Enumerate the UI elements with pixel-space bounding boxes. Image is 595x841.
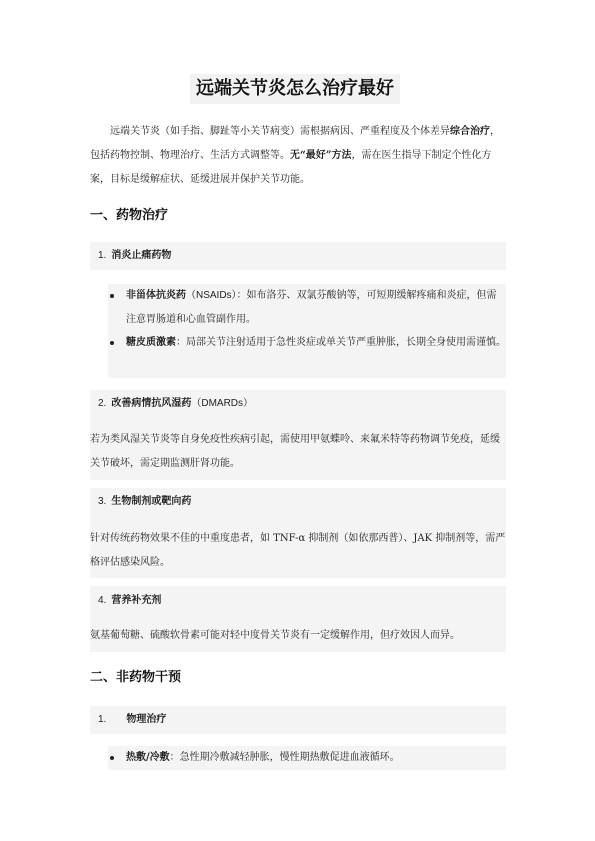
bullet-list-box [108,284,506,378]
list-number: 2. [98,398,107,409]
list-number: 1. [98,250,107,261]
list-number: 1. [98,714,107,725]
subheading-supplements [98,593,161,609]
list-item [108,284,506,332]
bullet-icon [110,756,114,760]
bullet-text: ：急性期冷敷减轻肿胀，慢性期热敷促进血液循环。 [169,752,400,763]
intro-text-2: ，包括药物控制、物理治疗、生活方式调整等。 [90,126,500,161]
bullet-bold: 非甾体抗炎药 [126,290,186,301]
subheading-label: 消炎止痛药物 [111,250,172,261]
subheading-label: 物理治疗 [126,714,167,725]
intro-text-3: ，需在医生指导下制定个性化方案，目标是缓解症状、延缓进展并保护关节功能。 [90,150,492,185]
subheading-label: 生物制剂或靶向药 [111,496,192,507]
bullet-bold: 热敷/冷敷 [126,752,170,763]
list-item [108,746,506,770]
section-heading-non-drug: 二、非药物干预 [90,670,182,685]
subheading-anti-inflammatory [98,248,171,264]
bullet-icon [110,294,114,298]
biologics-paragraph: 针对传统药物效果不佳的中重度患者，如 TNF-α 抑制剂（如依那西普）、JAK 抑制剂等，需严格评估感染风险。 [90,533,506,568]
document-title: 远端关节炎怎么治疗最好 [190,74,400,104]
bullet-text: ：局部关节注射适用于急性炎症或单关节严重肿胀，长期全身使用需谨慎。 [176,337,506,348]
bullet-list-box [108,746,506,770]
dmards-paragraph: 若为类风湿关节炎等自身免疫性疾病引起，需使用甲氨蝶呤、来氟米特等药物调节免疫，延缓关节破坏，需定期监测肝肾功能。 [90,434,500,469]
bullet-text: ：如布洛芬、双氯芬酸钠等，可短期缓解疼痛和炎症，但需注意胃肠道和心血管副作用。 [126,290,497,325]
subheading-dmards [98,396,253,412]
intro-text-1: 远端关节炎（如手指、脚趾等小关节病变）需根据病因、严重程度及个体差异 [110,126,450,137]
intro-bold-1: 综合治疗 [450,126,490,137]
subheading-label: 营养补充剂 [111,595,162,606]
subheading-label: 改善病情抗风湿药 [111,398,192,409]
bullet-icon [110,341,114,345]
bullet-bold: 糖皮质激素 [126,337,176,348]
subheading-biologics [98,494,191,510]
intro-bold-2: 无“最好”方法 [290,150,352,161]
list-number: 4. [98,595,107,606]
list-number: 3. [98,496,107,507]
intro-paragraph [90,120,506,192]
section-heading-drug-therapy: 一、药物治疗 [90,208,169,223]
subheading-abbr: （DMARDs） [191,398,254,409]
list-item [108,331,506,355]
supplements-paragraph: 氨基葡萄糖、硫酸软骨素可能对轻中度骨关节炎有一定缓解作用，但疗效因人而异。 [90,630,460,641]
subheading-physical-therapy [98,712,166,728]
bullet-abbr: （NSAIDs） [186,290,237,301]
